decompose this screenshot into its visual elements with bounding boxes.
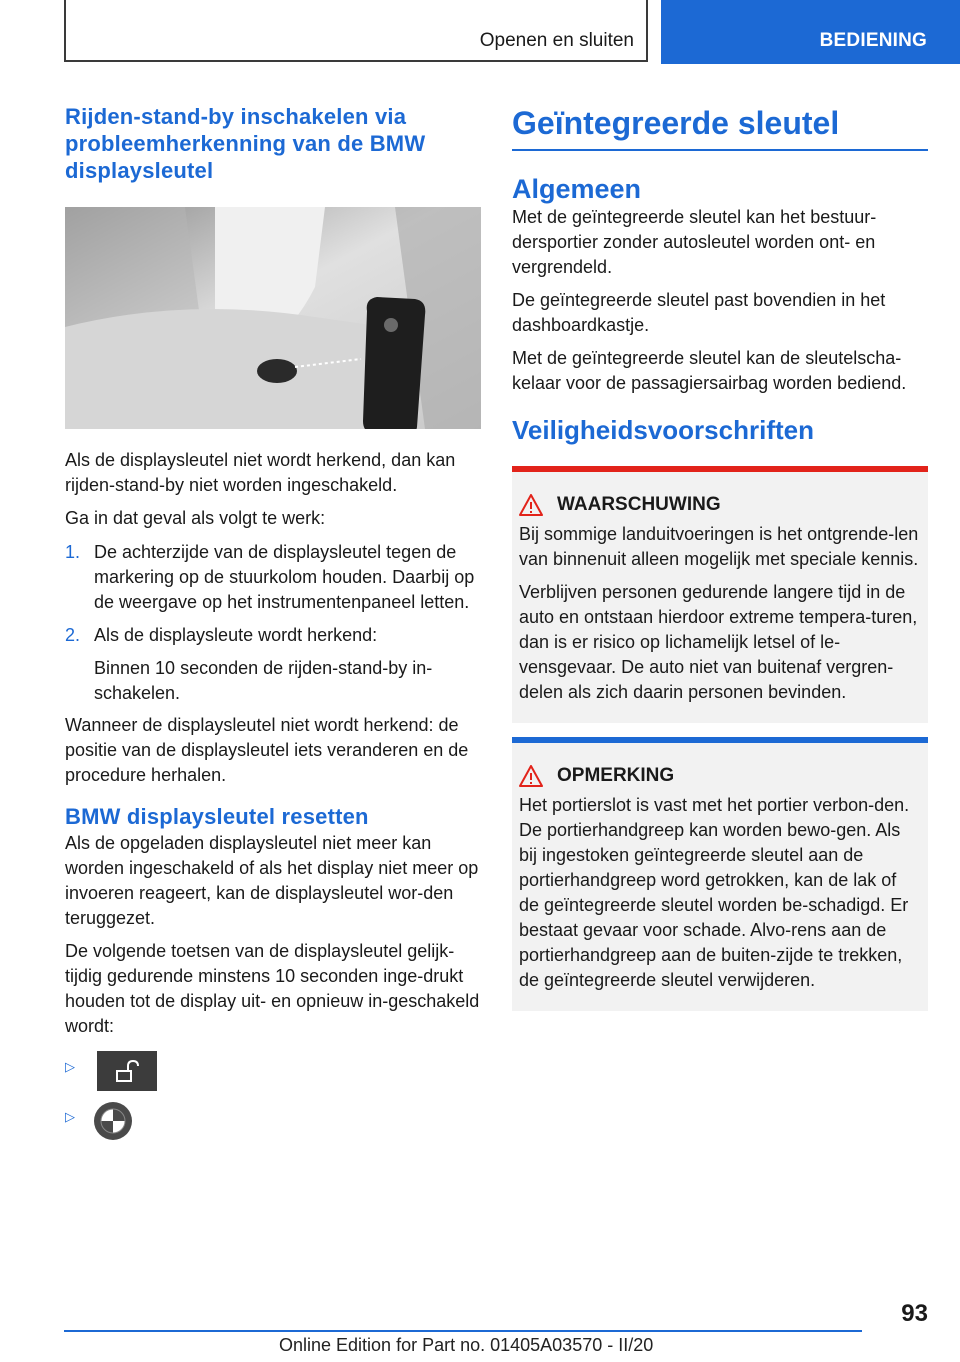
step-number: 1. [65, 542, 81, 562]
edition-text: Online Edition for Part no. 01405A03570 - II/20 [279, 1335, 654, 1355]
list-item [65, 1101, 481, 1141]
list-item [65, 656, 481, 706]
list-item [65, 540, 481, 615]
warning-triangle-icon [519, 765, 543, 787]
general-text-1: Met de geïntegreerde sleutel kan het bestuur-dersportier zonder autosleutel worden ont- en vergrendeld. [512, 207, 877, 277]
right-column [512, 103, 928, 1011]
warning-text-1: Bij sommige landuitvoeringen is het ontgrende-len van binnenuit alleen mogelijk met speciale kennis. [519, 524, 919, 569]
page-number: 93 [901, 1300, 928, 1327]
reset-heading: BMW displaysleutel resetten [65, 804, 369, 829]
bmw-logo-button-icon [93, 1101, 133, 1141]
header-section-box [64, 0, 648, 62]
warning-text-2: Verblijven personen gedurende langere tijd in de auto en ontstaan hierdoor extreme tempera-turen, dan is er risico op lichamelijk letsel of le-vensgevaar. De auto niet van buitenaf vergren-delen als zich daarin personen bevinden. [519, 582, 918, 702]
reset-instructions: De volgende toetsen van de displaysleutel gelijk-tijdig gedurende minstens 10 seconden inge-drukt houden tot de display uit- en opnieuw in-geschakeld wordt: [65, 941, 480, 1036]
step-text: De achterzijde van de displaysleutel tegen de markering op de stuurkolom houden. Daarbij op de weergave op het instrumentenpaneel letten. [94, 542, 475, 612]
header-chapter-label: BEDIENING [819, 30, 927, 51]
step-text: Als de displaysleute wordt herkend: [94, 625, 378, 645]
general-text-3: Met de geïntegreerde sleutel kan de sleutelscha-kelaar voor de passagiersairbag worden bediend. [512, 348, 907, 393]
integrated-key-heading: Geïntegreerde sleutel [512, 103, 928, 151]
list-item [65, 1051, 481, 1091]
procedure-steps [65, 540, 481, 706]
general-text-2: De geïntegreerde sleutel past bovendien in het dashboardkastje. [512, 290, 886, 335]
steering-column-key-photo [65, 207, 481, 429]
warning-triangle-icon [519, 494, 543, 516]
bullet-marker: ▷ [65, 1059, 75, 1074]
warning-label: WAARSCHUWING [557, 494, 721, 515]
warning-box [512, 466, 928, 723]
header-section-title: Openen en sluiten [479, 30, 634, 51]
note-box [512, 737, 928, 1011]
retry-text: Wanneer de displaysleutel niet wordt herkend: de positie van de displaysleutel iets veranderen en de procedure herhalen. [65, 715, 469, 785]
procedure-intro: Ga in dat geval als volgt te werk: [65, 508, 326, 528]
general-heading: Algemeen [512, 174, 642, 204]
step-number: 2. [65, 625, 81, 645]
safety-heading: Veiligheidsvoorschriften [512, 415, 814, 445]
left-column [65, 103, 481, 1141]
reset-intro: Als de opgeladen displaysleutel niet meer kan worden ingeschakeld of als het display niet meer op invoeren reageert, kan de displaysleutel wor-den teruggezet. [65, 833, 479, 928]
step-subtext: Binnen 10 seconden de rijden-stand-by in-schakelen. [94, 658, 433, 703]
list-item [65, 623, 481, 648]
standby-heading: Rijden-stand-by inschakelen via probleemherkenning van de BMW displaysleutel [65, 104, 426, 183]
bullet-marker: ▷ [65, 1109, 75, 1124]
footer-divider [64, 1330, 862, 1332]
note-text: Het portierslot is vast met het portier verbon-den. De portierhandgreep kan worden bewo-gen. Als bij ingestoken geïntegreerde sleutel aan de portierhandgreep word getrokken, kan de lak of de geïntegreerde sleutel worden be-schadigd. Er bestaat gevaar voor schade. Alvo-rens aan de portierhandgreep aan de buiten-zijde te trekken, de geïntegreerde sleutel verwijderen. [519, 795, 910, 990]
note-label: OPMERKING [557, 765, 675, 786]
header-chapter-tab[interactable] [661, 0, 960, 64]
steering-column-marking [257, 359, 297, 383]
unrecognized-key-text: Als de displaysleutel niet wordt herkend, dan kan rijden-stand-by niet worden ingeschakeld. [65, 450, 456, 495]
unlock-button-icon [97, 1051, 157, 1091]
display-key [363, 297, 425, 429]
